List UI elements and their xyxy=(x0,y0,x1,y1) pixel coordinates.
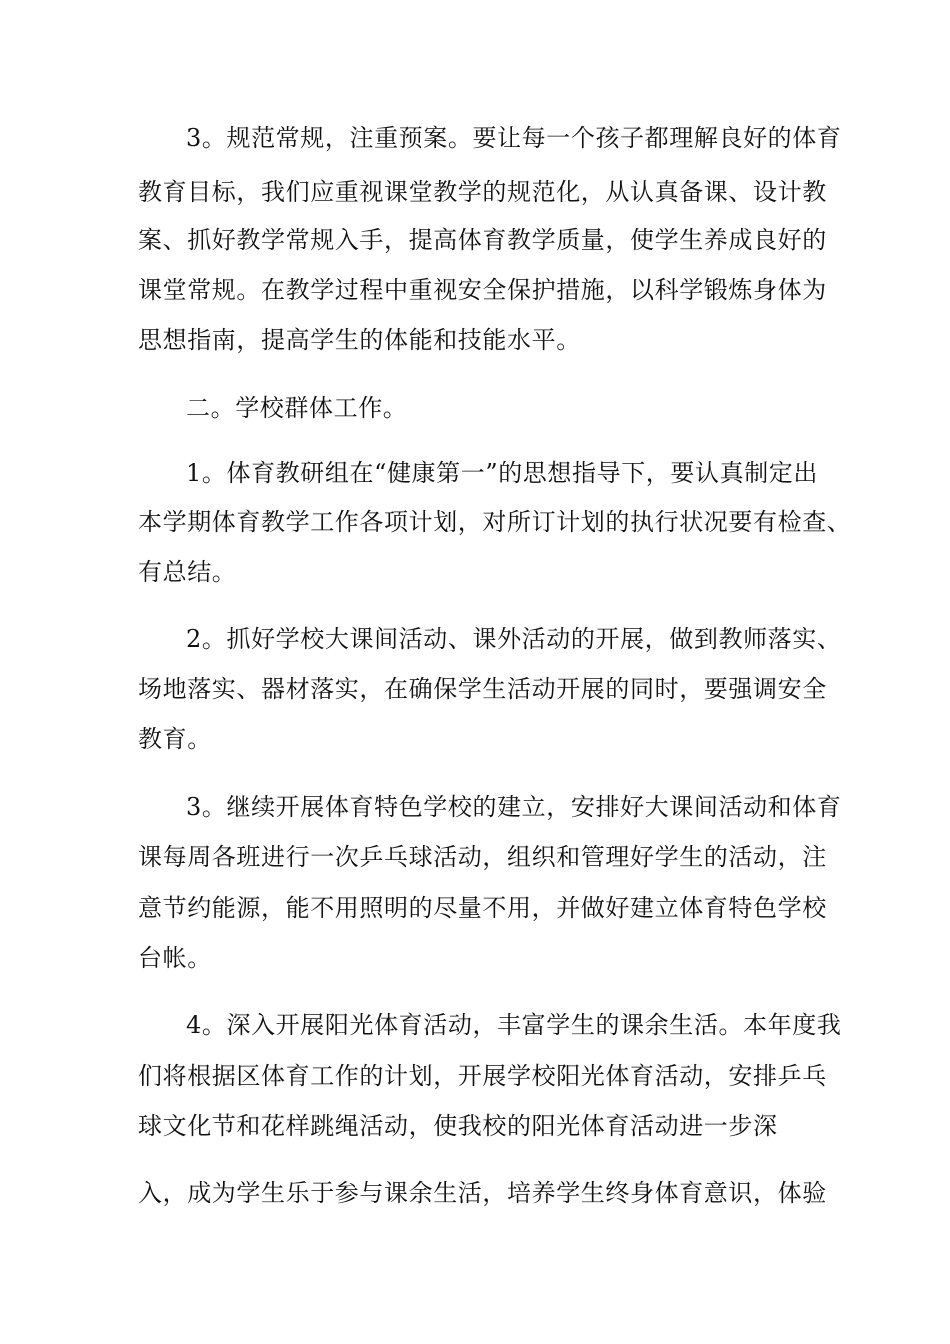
paragraph-line: 课堂常规。在教学过程中重视安全保护措施，以科学锻炼身体为 xyxy=(138,276,827,304)
paragraph-line: 4。深入开展阳光体育活动，丰富学生的课余生活。本年度我 xyxy=(186,1011,842,1039)
paragraph-line: 入，成为学生乐于参与课余生活，培养学生终身体育意识，体验 xyxy=(138,1179,827,1207)
paragraph-line: 教育目标，我们应重视课堂教学的规范化，从认真备课、设计教 xyxy=(138,178,827,206)
paragraph-line: 1。体育教研组在“健康第一”的思想指导下，要认真制定出 xyxy=(186,459,819,487)
paragraph-line: 3。继续开展体育特色学校的建立，安排好大课间活动和体育 xyxy=(186,793,842,821)
paragraph-line: 3。规范常规，注重预案。要让每一个孩子都理解良好的体育 xyxy=(186,124,842,152)
paragraph-line: 们将根据区体育工作的计划，开展学校阳光体育活动，安排乒乓 xyxy=(138,1062,827,1090)
paragraph-line: 案、抓好教学常规入手，提高体育教学质量，使学生养成良好的 xyxy=(138,226,827,254)
paragraph-line: 有总结。 xyxy=(138,558,237,586)
paragraph-line: 台帐。 xyxy=(138,944,212,972)
paragraph-line: 场地落实、器材落实，在确保学生活动开展的同时，要强调安全 xyxy=(138,675,827,703)
paragraph-line: 课每周各班进行一次乒乓球活动，组织和管理好学生的活动，注 xyxy=(138,843,827,871)
paragraph-line: 2。抓好学校大课间活动、课外活动的开展，做到教师落实、 xyxy=(186,625,842,653)
paragraph-line: 本学期体育教学工作各项计划，对所订计划的执行状况要有检查、 xyxy=(138,508,852,536)
paragraph-line: 思想指南，提高学生的体能和技能水平。 xyxy=(138,326,581,354)
paragraph-line: 球文化节和花样跳绳活动，使我校的阳光体育活动进一步深 xyxy=(138,1112,778,1140)
paragraph-line: 教育。 xyxy=(138,725,212,753)
paragraph-line: 意节约能源，能不用照明的尽量不用，并做好建立体育特色学校 xyxy=(138,894,827,922)
section-heading: 二。学校群体工作。 xyxy=(186,394,408,422)
